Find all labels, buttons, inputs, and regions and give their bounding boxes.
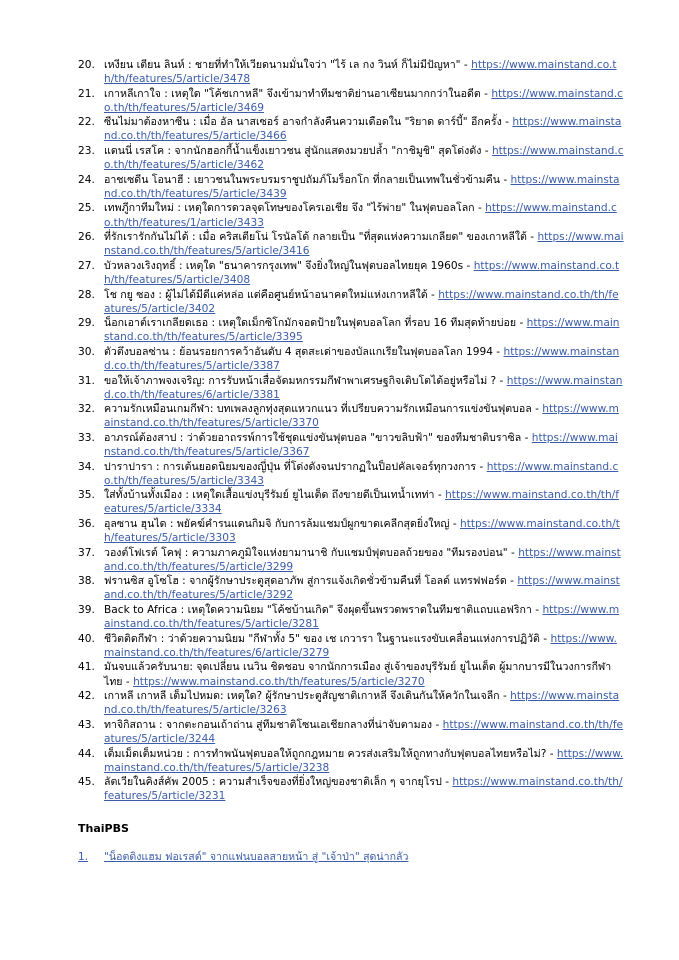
list-item-text: โช กยู ซอง : ผู้ไม่ได้มีดีแค่หล่อ แต่คือศูนย์หน้าอนาคตใหม่แห่งเกาหลีใต้ - xyxy=(104,288,439,301)
list-item-text: ที่รักเรารักกันไม่ได้ : เมื่อ คริสเตียโน่ โรนัลโด้ กลายเป็น "ที่สุดแห่งความเกลียด" ของเกาหลีใต้ - xyxy=(104,231,538,244)
article-link[interactable]: https://www.mainstand.co.th/th/features/5/article/3281 xyxy=(104,604,620,631)
list-item xyxy=(78,87,624,115)
list-item xyxy=(78,747,624,775)
list-item-number: 33. xyxy=(78,431,95,444)
list-item-text: ใส่ทั้งบ้านทั้งเมือง : เหตุใดเสื้อแข่งบุรีรัมย์ ยูไนเต็ด ถึงขายดีเป็นเทน้ำเทท่า - xyxy=(104,489,446,502)
article-link[interactable]: https://www.mainstand.co.th/th/features/5/article/3270 xyxy=(133,675,425,688)
article-link[interactable]: https://www.mainstand.co.th/th/features/6/article/3381 xyxy=(104,374,623,401)
list-item-text: วองต์โฟเรต์ โคฟุ : ความภาคภูมิใจแห่งยามานาชิ กับแชมป์ฟุตบอลถ้วยของ "ทีมรองบ่อน" - xyxy=(104,546,519,559)
list-item-number: 37. xyxy=(78,546,95,559)
list-item-number: 23. xyxy=(78,145,95,158)
list-item-text: มันจบแล้วครับนาย: จุดเปลี่ยน เนวิน ชิดชอบ จากนักการเมือง สู่เจ้าของบุรีรัมย์ ยูไนเต็ด ผู้มากบารมีในวงการกีฬาไทย - xyxy=(104,661,612,688)
list-item-text: ตัวตึงบอลซ่าน : ย้อนรอยการคว้าอันดับ 4 สุดสะเด่าของบัลแกเรียในฟุตบอลโลก 1994 - xyxy=(104,345,504,358)
list-item-number: 34. xyxy=(78,460,95,473)
list-item-text: ลัตเวียในคิงส์คัพ 2005 : ความสำเร็จของที่ยิ่งใหญ่ของชาติเล็ก ๆ จากยุโรป - xyxy=(104,776,453,789)
article-link[interactable]: https://www.mainstand.co.th/th/features/5/article/3263 xyxy=(104,690,620,717)
list-item-number: 45. xyxy=(78,776,95,789)
list-item-number: 32. xyxy=(78,403,95,416)
list-item xyxy=(78,58,624,86)
list-item xyxy=(78,660,624,688)
article-link[interactable]: https://www.mainstand.co.th/th/features/5/article/3439 xyxy=(104,173,620,200)
list-item-number: 20. xyxy=(78,59,95,71)
list-item-text: เกาหลีเกาใจ : เหตุใด "โค้ชเกาหลี" จึงเข้ามาทำทีมชาติย่านอาเซียนมากกว่าในอดีต - xyxy=(104,87,492,100)
list-item-text: ซีนไม่มาต้องหาซีน : เมื่อ อัล นาสเซอร์ อาจกำลังคืนความเดือดใน "ริยาด ดาร์บี้" อีกครั้ง - xyxy=(104,116,513,129)
article-link[interactable]: https://www.mainstand.co.th/th/features/5/article/3402 xyxy=(104,288,619,315)
list-item xyxy=(78,144,624,172)
list-item-text: แดนนี่ เรสโค : จากนักฮอกกี้น้ำแข็งเยาวชน สู่นักแสดงมวยปล้ำ "กาชิมูชิ" สุดโด่งดัง - xyxy=(104,145,492,158)
article-link[interactable]: https://www.mainstand.co.th/th/features/1/article/3433 xyxy=(104,202,617,229)
list-item-number: 21. xyxy=(78,87,95,100)
section-heading: ThaiPBS xyxy=(78,822,129,836)
list-item-number: 22. xyxy=(78,116,95,129)
list-item-number: 39. xyxy=(78,604,95,617)
list-item xyxy=(78,345,624,373)
list-item-number: 27. xyxy=(78,259,95,272)
list-item-number: 30. xyxy=(78,345,95,358)
list-item-text: อาชเซดีน โอนาฮี : เยาวชนในพระบรมราชูปถัมภ์โมร็อกโก ที่กลายเป็นเทพในชั่วข้ามคืน - xyxy=(104,173,511,186)
list-item-text: อุลซาน ฮุนได : พยัคฆ์คำรนแดนกิมจิ กับการล้มแชมป์ผูกขาดเคลีกสุดยิ่งใหญ่ - xyxy=(104,518,461,530)
list-item xyxy=(78,574,624,602)
list-item xyxy=(78,546,624,574)
article-link[interactable]: https://www.mainstand.co.th/th/features/5/article/3387 xyxy=(104,345,620,372)
list-item xyxy=(78,259,624,287)
thaipbs-link-list xyxy=(78,850,624,864)
list-item-number: 31. xyxy=(78,374,95,387)
list-item-text: ขอให้เจ้าภาพจงเจริญ: การรับหน้าเสื่อจัดมหกรรมกีฬาพาเศรษฐกิจเติบโตได้อยู่หรือไม่ ? - xyxy=(104,374,507,387)
list-item xyxy=(78,115,624,143)
list-item xyxy=(78,689,624,717)
article-link[interactable]: https://www.mainstand.co.th/th/features/5/article/3231 xyxy=(104,776,623,803)
list-item-number: 42. xyxy=(78,690,95,703)
list-item-number: 40. xyxy=(78,632,95,645)
article-link[interactable]: https://www.mainstand.co.th/th/features/5/article/3292 xyxy=(104,575,620,602)
list-item xyxy=(78,488,624,516)
list-item xyxy=(78,517,624,545)
article-link[interactable]: https://www.mainstand.co.th/th/features/5/article/3469 xyxy=(104,87,623,114)
list-item-number: 44. xyxy=(78,747,95,760)
list-item-number: 36. xyxy=(78,518,95,530)
list-item xyxy=(78,173,624,201)
article-link[interactable]: https://www.mainstand.co.th/th/features/5/article/3303 xyxy=(104,518,620,545)
list-item-text: ปาราปารา : การเต้นยอดนิยมของญี่ปุ่น ที่โด่งดังจนปรากฏในป็อปคัลเจอร์ทุกวงการ - xyxy=(104,460,487,473)
article-link[interactable]: https://www.mainstand.co.th/th/features/5/article/3478 xyxy=(104,59,617,86)
list-item-number: 41. xyxy=(78,661,95,674)
list-item-text: เต็มเม็ดเต็มหน่วย : การทำพนันฟุตบอลให้ถูกกฎหมาย ควรส่งเสริมให้ถูกทางกับฟุตบอลไทยหรือไม่? - xyxy=(104,747,557,760)
list-item xyxy=(78,374,624,402)
article-link[interactable]: https://www.mainstand.co.th/th/features/5/article/3408 xyxy=(104,259,620,286)
list-item-text: เกาหลี เกาหลี เต็มไปหมด: เหตุใด? ผู้รักษาประตูสัญชาติเกาหลี จึงเดินกันให้ควักในเจลีก - xyxy=(104,690,511,703)
list-item-number: 24. xyxy=(78,173,95,186)
article-link[interactable]: https://www.mainstand.co.th/th/features/5/article/3334 xyxy=(104,489,619,516)
article-link[interactable]: https://www.mainstand.co.th/th/features/5/article/3343 xyxy=(104,460,619,487)
list-item xyxy=(78,460,624,488)
list-item xyxy=(78,775,624,803)
list-item-number: 43. xyxy=(78,718,95,731)
list-item xyxy=(78,201,624,229)
list-item xyxy=(78,431,624,459)
list-item xyxy=(78,603,624,631)
list-item-text: เทพภูีกาทีมใหม่ : เหตุใดการดวลจุดโทษของโครเอเชีย จึง "ไร้พ่าย" ในฟุตบอลโลก - xyxy=(104,202,486,215)
article-link[interactable]: "น็อตติงแฮม ฟอเรสต์" จากแฟนบอลสายหน้า สู่ "เจ้าป่า" สุดน่ากลัว xyxy=(104,851,409,864)
article-link[interactable]: https://www.mainstand.co.th/th/features/5/article/3244 xyxy=(104,718,624,745)
article-link[interactable]: https://www.mainstand.co.th/th/features/5/article/3367 xyxy=(104,431,618,459)
list-item-number: 1. xyxy=(78,851,89,864)
list-item xyxy=(78,402,624,430)
list-item-text: เหงียน เตียน ลินห์ : ชายที่ทำให้เวียดนามมั่นใจว่า "ไร้ เล กง วินห์ ก็ไม่มีปัญหา" - xyxy=(104,59,472,71)
list-item[interactable] xyxy=(78,850,624,864)
list-item xyxy=(78,230,624,258)
list-item xyxy=(78,288,624,316)
list-item-text: บัวหลวงเริงฤทธิ์ : เหตุใด "ธนาคารกรุงเทพ" จึงยิ่งใหญ่ในฟุตบอลไทยยุค 1960s - xyxy=(104,259,474,272)
list-item xyxy=(78,316,624,344)
article-link-list xyxy=(78,58,624,803)
article-link[interactable]: https://www.mainstand.co.th/th/features/5/article/3238 xyxy=(104,747,624,774)
article-link[interactable]: https://www.mainstand.co.th/th/features/6/article/3279 xyxy=(104,632,617,659)
list-item xyxy=(78,718,624,746)
list-item-text: ชีวิตติดกีฬา : ว่าด้วยความนิยม "กีฬาทั้ง 5" ของ เช เกวารา ในฐานะแรงขับเคลื่อนแห่งการปฏิวัติ - xyxy=(104,632,551,645)
list-item-number: 25. xyxy=(78,202,95,215)
list-item-text: ความรักเหมือนเกมกีฬา: บทเพลงลูกทุ่งสุดแหวกแนว ที่เปรียบความรักเหมือนการแข่งขันฟุตบอล - xyxy=(104,403,543,416)
list-item-text: Back to Africa : เหตุใดความนิยม "โค้ชบ้านเกิด" จึงผุดขึ้นพรวดพราดในทีมชาติแถบแอฟริกา - xyxy=(104,604,543,617)
article-link[interactable]: https://www.mainstand.co.th/th/features/5/article/3299 xyxy=(104,546,621,573)
list-item xyxy=(78,632,624,660)
article-link[interactable]: https://www.mainstand.co.th/th/features/5/article/3416 xyxy=(104,231,624,258)
list-item-number: 28. xyxy=(78,288,95,301)
list-item-text: ทาจิกิสถาน : จากตะกอนเถ้าถ่าน สู่ทีมชาติโซนเอเชียกลางที่น่าจับตามอง - xyxy=(104,718,443,731)
article-link[interactable]: https://www.mainstand.co.th/th/features/5/article/3370 xyxy=(104,403,619,430)
list-item-number: 26. xyxy=(78,231,95,244)
article-link[interactable]: https://www.mainstand.co.th/th/features/5/article/3395 xyxy=(104,317,620,344)
list-item-number: 35. xyxy=(78,489,95,502)
list-item-number: 38. xyxy=(78,575,95,588)
list-item-text: ฟรานซิส อูโซโฮ : จากผู้รักษาประตูสุดอาภัพ สู่การแจ้งเกิดชั่วข้ามคืนที่ โอลด์ แทรฟฟอร์ด - xyxy=(104,575,518,588)
article-link[interactable]: https://www.mainstand.co.th/th/features/5/article/3466 xyxy=(104,116,622,143)
list-item-text: น็อกเอาต์เราเกลียดเธอ : เหตุใดเม็กซิโกมักจอดป้ายในฟุตบอลโลก ที่รอบ 16 ทีมสุดท้ายบ่อย - xyxy=(104,317,527,330)
list-item-number: 29. xyxy=(78,317,95,330)
list-item-text: อาภรณ์ต้องสาป : ว่าด้วยอาถรรพ์การใช้ชุดแข่งขันฟุตบอล "ขาวขลิบฟ้า" ของทีมชาติบราซิล - xyxy=(104,431,532,444)
article-link[interactable]: https://www.mainstand.co.th/th/features/5/article/3462 xyxy=(104,145,624,172)
